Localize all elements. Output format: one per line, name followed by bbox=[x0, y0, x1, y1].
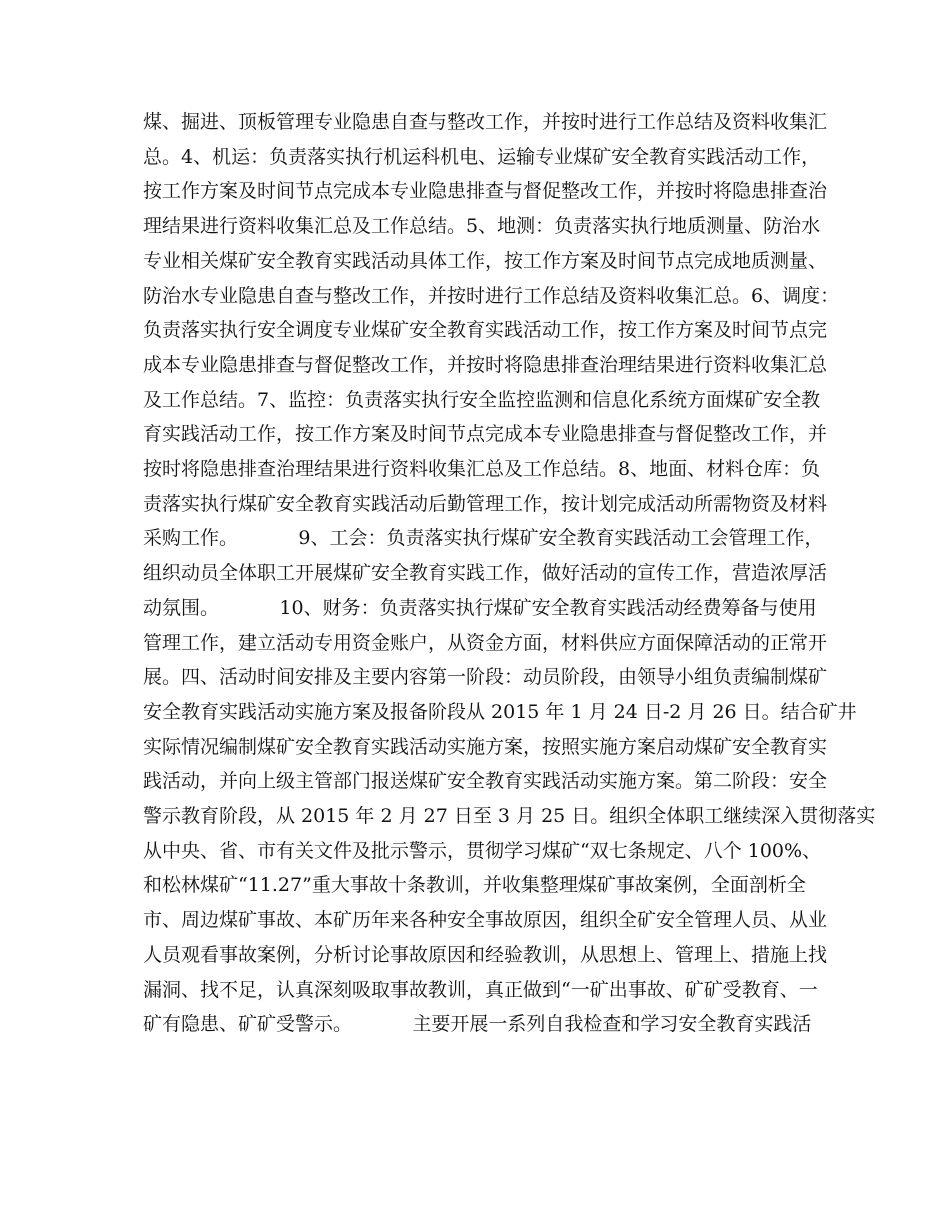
text-line: 及工作总结。7、监控：负责落实执行安全监控监测和信息化系统方面煤矿安全教 bbox=[143, 389, 821, 411]
text-line: 负责落实执行安全调度专业煤矿安全教育实践活动工作，按工作方案及时间节点完 bbox=[143, 319, 828, 341]
text-line: 漏洞、找不足，认真深刻吸取事故教训，真正做到“一矿出事故、矿矿受教育、一 bbox=[143, 979, 818, 1001]
text-line: 展。四、活动时间安排及主要内容第一阶段：动员阶段，由领导小组负责编制煤矿 bbox=[143, 666, 828, 688]
text-line: 责落实执行煤矿安全教育实践活动后勤管理工作，按计划完成活动所需物资及材料 bbox=[143, 493, 828, 515]
text-line: 人员观看事故案例，分析讨论事故原因和经验教训，从思想上、管理上、措施上找 bbox=[143, 944, 828, 966]
text-line: 采购工作。 9、工会：负责落实执行煤矿安全教育实践活动工会管理工作， bbox=[143, 527, 824, 549]
text-line: 管理工作，建立活动专用资金账户，从资金方面，材料供应方面保障活动的正常开 bbox=[143, 632, 828, 654]
text-line: 安全教育实践活动实施方案及报备阶段从 2015 年 1 月 24 日-2 月 26 日。结合矿井 bbox=[143, 701, 857, 723]
text-line: 总。4、机运：负责落实执行机运科机电、运输专业煤矿安全教育实践活动工作， bbox=[143, 146, 821, 168]
text-line: 专业相关煤矿安全教育实践活动具体工作，按工作方案及时间节点完成地质测量、 bbox=[143, 250, 828, 272]
text-line: 按工作方案及时间节点完成本专业隐患排查与督促整改工作，并按时将隐患排查治 bbox=[143, 180, 828, 202]
text-line: 从中央、省、市有关文件及批示警示，贯彻学习煤矿“双七条规定、八个 100%、 bbox=[143, 840, 822, 862]
text-line: 动氛围。 10、财务：负责落实执行煤矿安全教育实践活动经费筹备与使用 bbox=[143, 597, 817, 619]
text-line: 防治水专业隐患自查与整改工作，并按时进行工作总结及资料收集汇总。6、调度： bbox=[143, 285, 840, 307]
text-line: 践活动，并向上级主管部门报送煤矿安全教育实践活动实施方案。第二阶段：安全 bbox=[143, 770, 828, 792]
text-line: 警示教育阶段，从 2015 年 2 月 27 日至 3 月 25 日。组织全体职工继续深入贯彻落实 bbox=[143, 805, 876, 827]
text-line: 按时将隐患排查治理结果进行资料收集汇总及工作总结。8、地面、材料仓库：负 bbox=[143, 458, 821, 480]
text-line: 煤、掘进、顶板管理专业隐患自查与整改工作，并按时进行工作总结及资料收集汇 bbox=[143, 111, 828, 133]
text-line: 组织动员全体职工开展煤矿安全教育实践工作，做好活动的宣传工作，营造浓厚活 bbox=[143, 562, 828, 584]
text-line: 成本专业隐患排查与督促整改工作，并按时将隐患排查治理结果进行资料收集汇总 bbox=[143, 354, 828, 376]
text-line: 和松林煤矿“11.27”重大事故十条教训，并收集整理煤矿事故案例，全面剖析全 bbox=[143, 874, 806, 896]
text-line: 市、周边煤矿事故、本矿历年来各种安全事故原因，组织全矿安全管理人员、从业 bbox=[143, 909, 828, 931]
text-line: 理结果进行资料收集汇总及工作总结。5、地测：负责落实执行地质测量、防治水 bbox=[143, 215, 821, 237]
text-line: 实际情况编制煤矿安全教育实践活动实施方案，按照实施方案启动煤矿安全教育实 bbox=[143, 736, 828, 758]
text-line: 矿有隐患、矿矿受警示。 主要开展一系列自我检查和学习安全教育实践活 bbox=[143, 1013, 812, 1035]
text-line: 育实践活动工作，按工作方案及时间节点完成本专业隐患排查与督促整改工作，并 bbox=[143, 423, 828, 445]
